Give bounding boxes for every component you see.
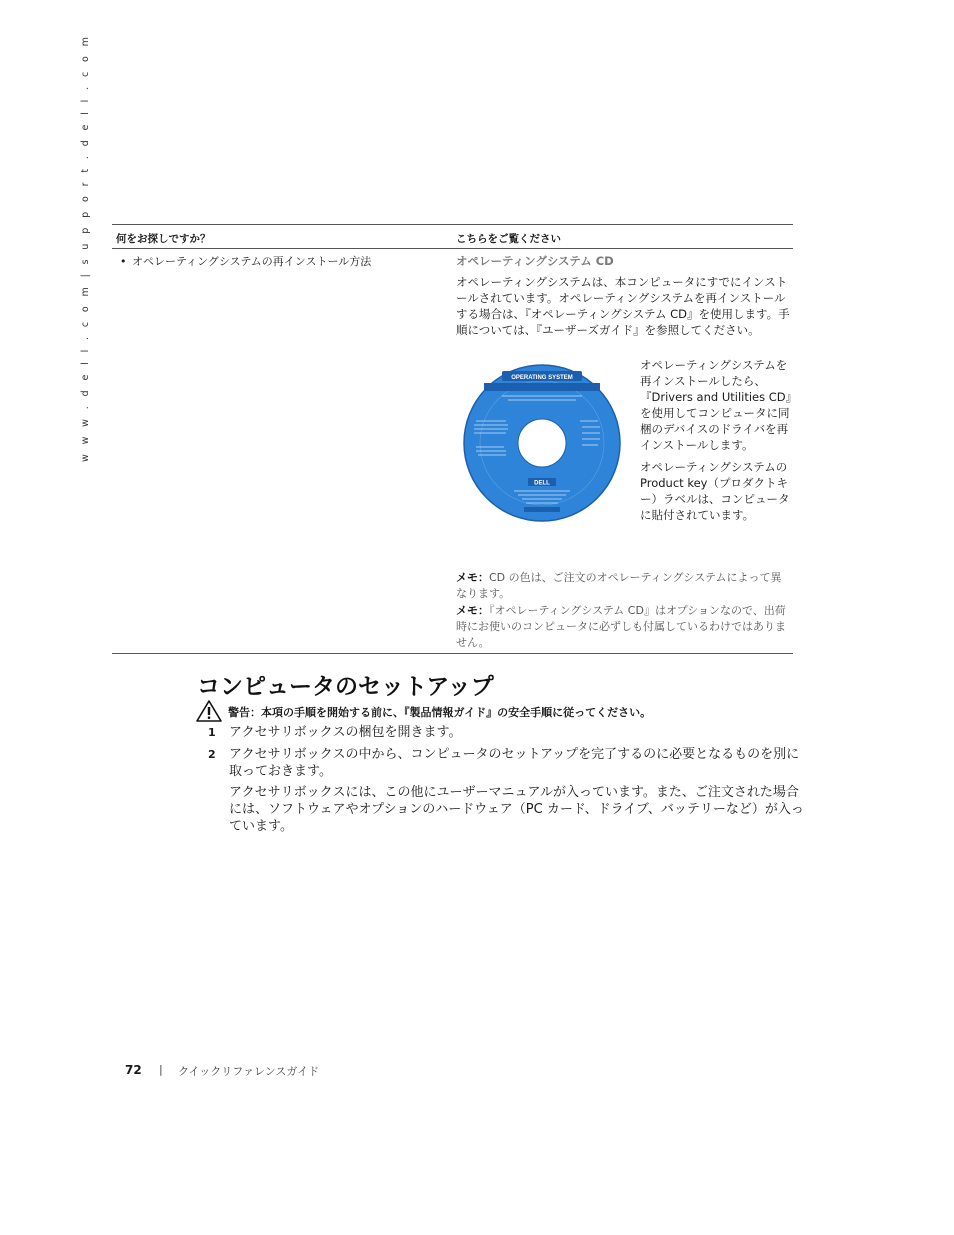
- memo-1: [456, 570, 786, 602]
- row-item-text: オペレーティングシステムの再インストール方法: [132, 255, 372, 268]
- section-heading: コンピュータのセットアップ: [197, 674, 494, 700]
- description: オペレーティングシステムは、本コンピュータにすでにインストールされています。オペレーティングシステムを再インストールする場合は、『オペレーティングシステム CD』を使用します。手順については、『ユーザーズガイド』を参照してください。: [456, 275, 790, 337]
- table-row-item: [120, 253, 371, 269]
- memo-1-text: CD の色は、ご注文のオペレーティングシステムによって異なります。: [456, 571, 782, 600]
- section-title: オペレーティングシステム CD: [456, 254, 614, 268]
- memo-label: メモ：: [456, 571, 489, 584]
- memo-label: メモ：: [456, 604, 489, 617]
- step-text: アクセサリボックスの中から、コンピュータのセットアップを完了するのに必要となるものを別に取っておきます。: [229, 747, 800, 779]
- footer-title: クイックリファレンスガイド: [178, 1065, 320, 1078]
- note-product-key: オペレーティングシステムの Product key（プロダクトキー）ラベルは、コンピュータに貼付されています。: [640, 460, 790, 522]
- info-table: [112, 224, 793, 654]
- memo-2: [456, 603, 786, 651]
- step-text: アクセサリボックスの梱包を開きます。: [229, 725, 462, 740]
- warning-text: 警告：本項の手順を開始する前に、『製品情報ガイド』の安全手順に従ってください。: [228, 706, 652, 719]
- accessory-paragraph: アクセサリボックスには、この他にユーザーマニュアルが入っています。また、ご注文された場合には、ソフトウェアやオプションのハードウェア（PC カード、ドライブ、バッテリーなど）が入っています。: [229, 785, 804, 834]
- warning-block: [196, 700, 796, 722]
- cd-disc-image: [462, 363, 622, 523]
- table-header: [112, 225, 793, 249]
- cd-side-notes: [640, 357, 792, 529]
- bullet-icon: •: [120, 255, 127, 268]
- cd-label-title: OPERATING SYSTEM: [511, 375, 573, 381]
- cd-brand: DELL: [534, 480, 550, 487]
- side-url: w w w . d e l l . c o m | s u p p o r t . d e l l . c o m: [80, 33, 91, 462]
- col2-header: こちらをご覧ください: [456, 233, 561, 245]
- footer-separator: |: [159, 1063, 163, 1076]
- col1-header: 何をお探しですか？: [116, 233, 211, 245]
- cd-hole: [518, 419, 566, 467]
- page-footer: [125, 1063, 320, 1078]
- memo-2-text: 『オペレーティングシステム CD』はオプションなので、出荷時にお使いのコンピュータに必ずしも付属しているわけではありません。: [456, 604, 786, 649]
- note-reinstall: オペレーティングシステムを再インストールしたら、『Drivers and Utilities CD』を使用してコンピュータに同梱のデバイスのドライバを再インストールします。: [640, 358, 792, 452]
- page-number: 72: [125, 1063, 142, 1077]
- warning-triangle-icon: [196, 700, 222, 722]
- step-number: 2: [208, 748, 216, 761]
- step-number: 1: [208, 726, 216, 739]
